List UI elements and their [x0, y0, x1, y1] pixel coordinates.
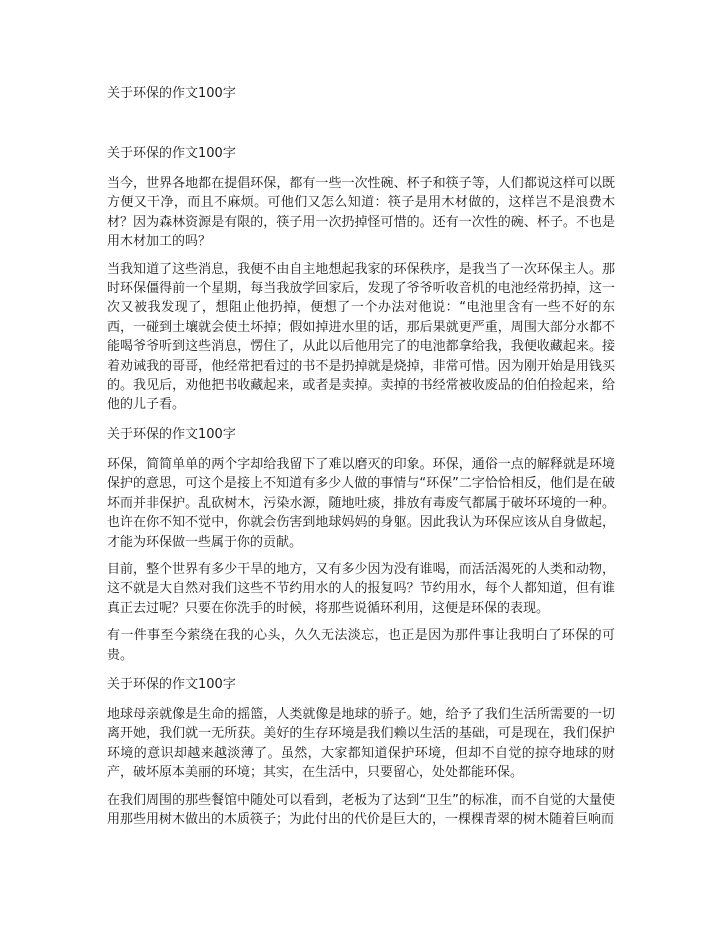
- essay-section: [107, 146, 615, 415]
- paragraph: 当今，世界各地都在提倡环保，都有一些一次性碗、杯子和筷子等，人们都说这样可以既方便又干净，而且不麻烦。可他们又怎么知道：筷子是用木材做的，这样岂不是浪费木材？因为森林资源是有限的，筷子用一次扔掉怪可惜的。还有一次性的碗、杯子。不也是用木材加工的吗？: [107, 176, 615, 250]
- paragraph: 目前，整个世界有多少干旱的地方，又有多少因为没有谁喝，而活活渴死的人类和动物，这不就是大自然对我们这些不节约用水的人的报复吗？节约用水，每个人都知道，但有谁真正去过呢？只要在你洗手的时候，将那些说循环利用，这便是环保的表现。: [107, 561, 615, 616]
- paragraph: 地球母亲就像是生命的摇篮，人类就像是地球的骄子。她，给予了我们生活所需要的一切离开她，我们就一无所获。美好的生存环境是我们赖以生活的基础，可是现在，我们保护环境的意识却越来越淡薄了。虽然，大家都知道保护环境，但却不自觉的掠夺地球的财产，破坏原本美丽的环境；其实，在生活中，只要留心，处处都能环保。: [107, 706, 615, 781]
- section-heading: 关于环保的作文100字: [107, 426, 236, 442]
- paragraph: 当我知道了这些消息，我便不由自主地想起我家的环保秩序，是我当了一次环保主人。那时环保僵得前一个星期，每当我放学回家后，发现了爷爷听收音机的电池经常扔掉，这一次又被我发现了，想阻止他扔掉，便想了一个办法对他说：“电池里含有一些不好的东西，一碰到土壤就会使土坏掉；假如掉进水里的话，那后果就更严重，周围大部分水都不能喝爷爷听到这些消息，愣住了，从此以后他用完了的电池都拿给我，我便收藏起来。接着劝诫我的哥哥，他经常把看过的书不是扔掉就是烧掉，非常可惜。因为刚开始是用钱买的。我见后，劝他把书收藏起来，或者是卖掉。卖掉的书经常被收废品的伯伯捡起来，给他的儿子看。: [107, 261, 615, 413]
- document-title: 关于环保的作文100字: [107, 86, 236, 101]
- document-body: [107, 146, 615, 837]
- section-heading: 关于环保的作文100字: [107, 676, 236, 692]
- paragraph: 在我们周围的那些餐馆中随处可以看到，老板为了达到“卫生”的标准，而不自觉的大量使用那些用树木做出的木质筷子；为此付出的代价是巨大的，一棵棵青翠的树木随着巨响而: [107, 792, 615, 827]
- essay-section: [107, 427, 615, 665]
- paragraph: 有一件事至今萦绕在我的心头，久久无法淡忘，也正是因为那件事让我明白了环保的可贵。: [107, 628, 615, 663]
- essay-section: [107, 677, 615, 829]
- section-heading: 关于环保的作文100字: [107, 146, 236, 161]
- paragraph: 环保，简简单单的两个字却给我留下了难以磨灭的印象。环保，通俗一点的解释就是环境保护的意思，可这个是接上不知道有多少人做的事情与“环保”二字恰恰相反，他们是在破坏而并非保护。乱砍树木，污染水源，随地吐痰，排放有毒废气都属于破坏环境的一种。也许在你不知不觉中，你就会伤害到地球妈妈的身躯。因此我认为环保应该从自身做起，才能为环保做一些属于你的贡献。: [107, 456, 615, 550]
